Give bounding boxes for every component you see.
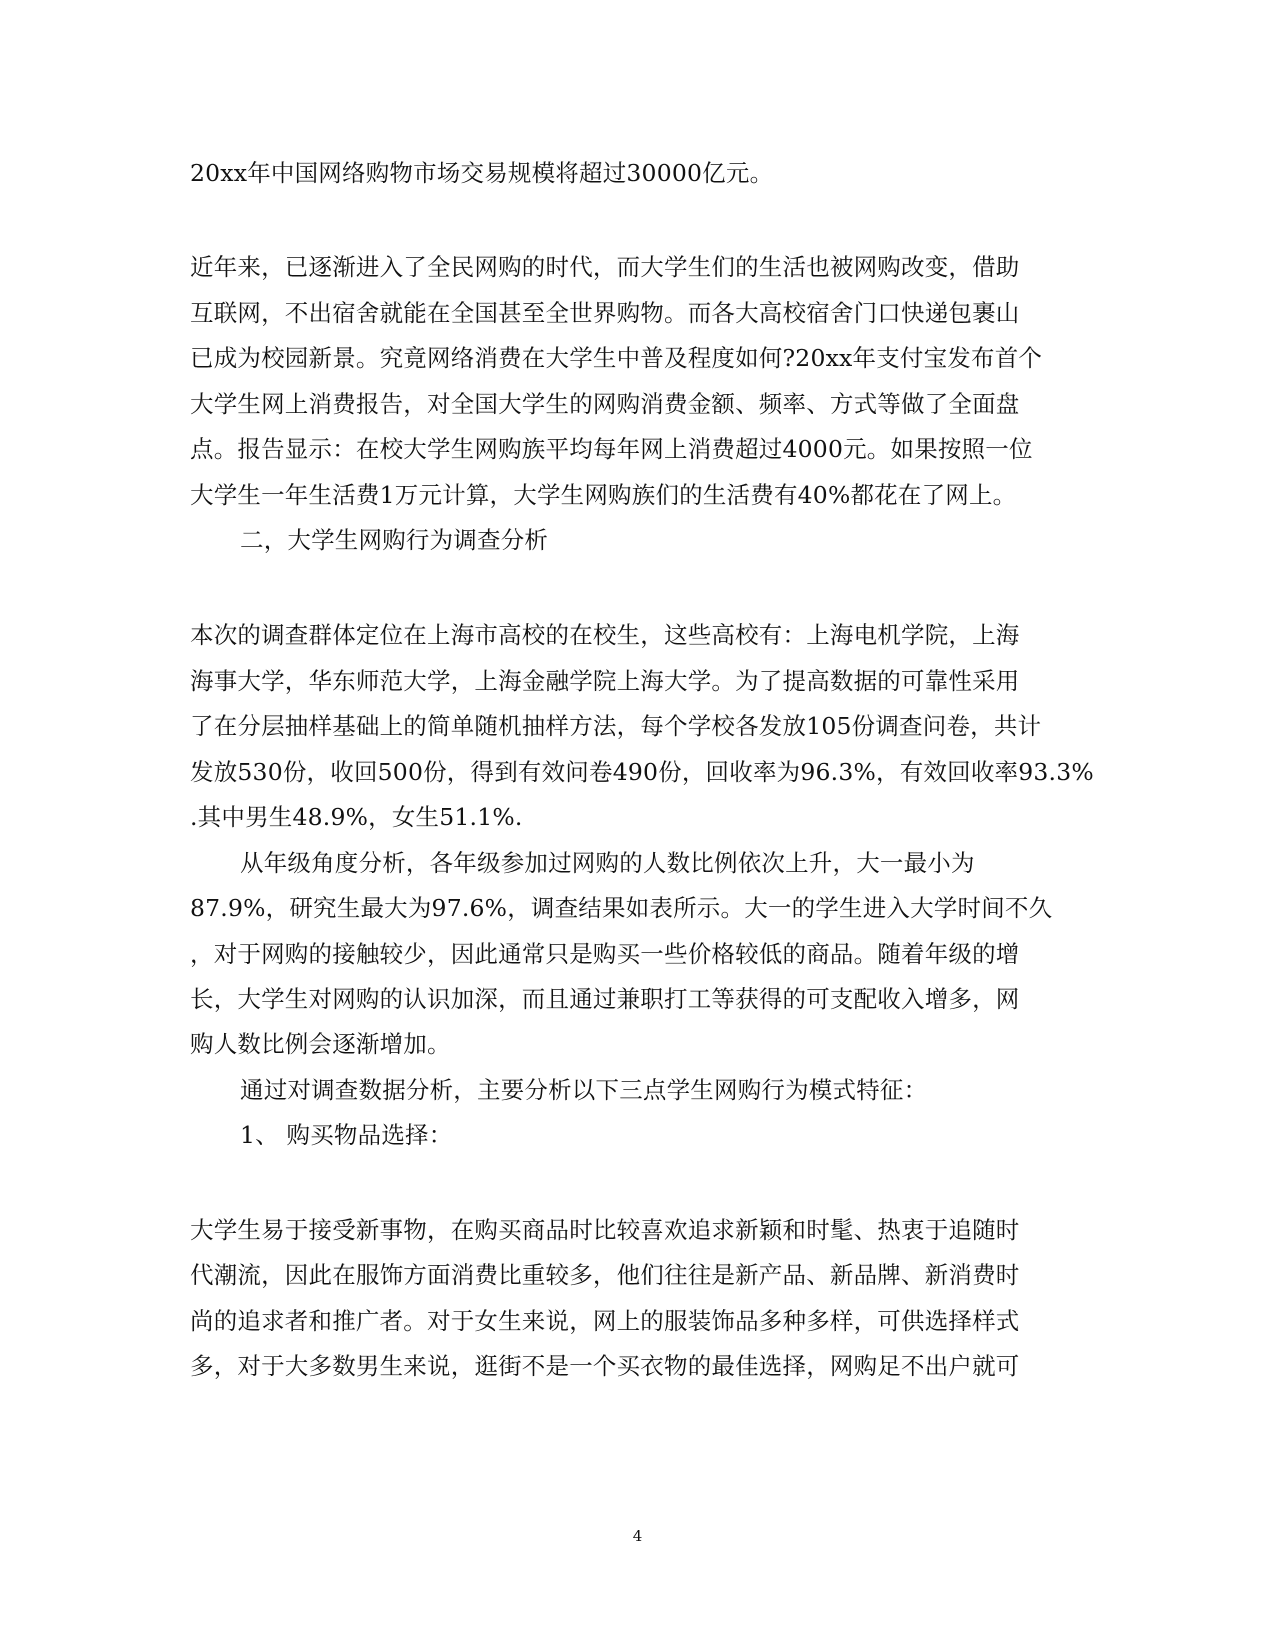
paragraph-line: 多，对于大多数男生来说，逛街不是一个买衣物的最佳选择，网购足不出户就可 — [190, 1352, 1020, 1380]
list-item-heading: 1、 购买物品选择： — [240, 1121, 453, 1149]
paragraph-line: 了在分层抽样基础上的简单随机抽样方法，每个学校各发放105份调查问卷，共计 — [190, 712, 1042, 740]
paragraph-line: 长，大学生对网购的认识加深，而且通过兼职打工等获得的可支配收入增多，网 — [190, 985, 1020, 1013]
paragraph-line: 20xx年中国网络购物市场交易规模将超过30000亿元。 — [190, 159, 774, 187]
paragraph-line: 从年级角度分析，各年级参加过网购的人数比例依次上升，大一最小为 — [240, 849, 975, 877]
section-heading: 二，大学生网购行为调查分析 — [240, 526, 549, 554]
paragraph-line: ，对于网购的接触较少，因此通常只是购买一些价格较低的商品。随着年级的增 — [190, 940, 1020, 968]
paragraph-line: 代潮流，因此在服饰方面消费比重较多，他们往往是新产品、新品牌、新消费时 — [190, 1261, 1020, 1289]
paragraph-line: 87.9%，研究生最大为97.6%，调查结果如表所示。大一的学生进入大学时间不久 — [190, 894, 1053, 922]
paragraph-line: 发放530份，收回500份，得到有效问卷490份，回收率为96.3%，有效回收率93.3% — [190, 758, 1094, 786]
paragraph-line: 大学生一年生活费1万元计算，大学生网购族们的生活费有40%都花在了网上。 — [190, 481, 1017, 509]
paragraph-line: 大学生网上消费报告，对全国大学生的网购消费金额、频率、方式等做了全面盘 — [190, 390, 1020, 418]
page-number: 4 — [632, 1527, 643, 1545]
paragraph-line: 尚的追求者和推广者。对于女生来说，网上的服装饰品多种多样，可供选择样式 — [190, 1307, 1020, 1335]
paragraph-line: 通过对调查数据分析，主要分析以下三点学生网购行为模式特征： — [240, 1076, 928, 1104]
paragraph-line: 本次的调查群体定位在上海市高校的在校生，这些高校有：上海电机学院，上海 — [190, 621, 1020, 649]
paragraph-line: 点。报告显示：在校大学生网购族平均每年网上消费超过4000元。如果按照一位 — [190, 435, 1033, 463]
paragraph-line: 互联网，不出宿舍就能在全国甚至全世界购物。而各大高校宿舍门口快递包裹山 — [190, 299, 1020, 327]
paragraph-line: 大学生易于接受新事物，在购买商品时比较喜欢追求新颖和时髦、热衷于追随时 — [190, 1216, 1020, 1244]
paragraph-line: 近年来，已逐渐进入了全民网购的时代，而大学生们的生活也被网购改变，借助 — [190, 253, 1020, 281]
paragraph-line: 已成为校园新景。究竟网络消费在大学生中普及程度如何?20xx年支付宝发布首个 — [190, 344, 1043, 372]
paragraph-line: 购人数比例会逐渐增加。 — [190, 1030, 451, 1058]
paragraph-line: 海事大学，华东师范大学，上海金融学院上海大学。为了提高数据的可靠性采用 — [190, 667, 1020, 695]
paragraph-line: .其中男生48.9%，女生51.1%. — [190, 803, 523, 831]
